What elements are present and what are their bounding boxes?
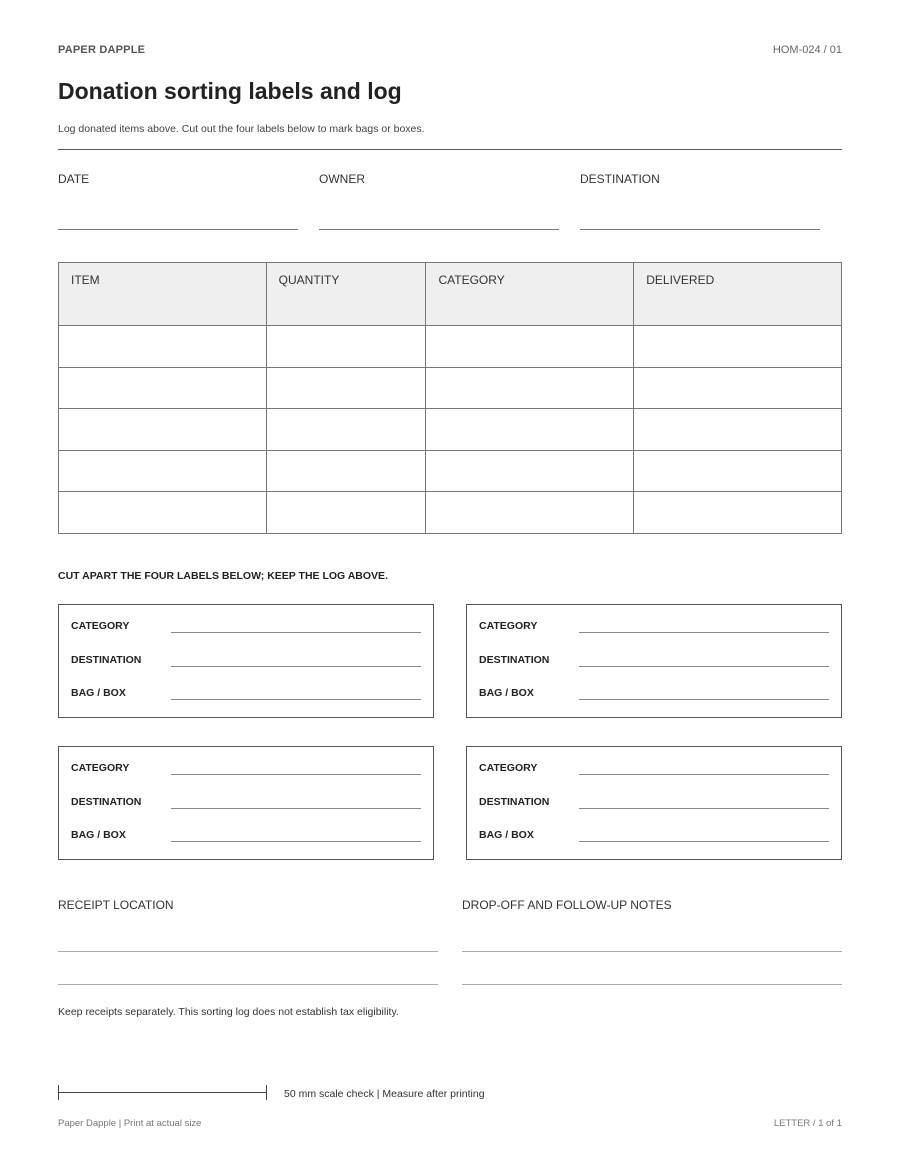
label-bag-box: BAG / BOX [479, 829, 534, 841]
table-row [59, 450, 842, 492]
label-bag-box-line[interactable] [579, 699, 829, 700]
form-code: HOM-024 / 01 [772, 44, 842, 56]
page-subtitle: Log donated items above. Cut out the four labels below to mark bags or boxes. [58, 123, 425, 135]
label-category-line[interactable] [579, 774, 829, 775]
owner-line[interactable] [319, 229, 559, 230]
label-category-row [479, 762, 829, 782]
tax-disclaimer: Keep receipts separately. This sorting log does not establish tax eligibility. [58, 1006, 399, 1018]
sorting-label-3 [58, 746, 434, 860]
label-bag-box-row [71, 687, 421, 707]
sorting-label-1 [58, 604, 434, 718]
label-destination-line[interactable] [171, 808, 421, 809]
page-title: Donation sorting labels and log [58, 78, 402, 104]
table-cell[interactable] [426, 326, 634, 368]
label-bag-box: BAG / BOX [479, 687, 534, 699]
cut-instruction: CUT APART THE FOUR LABELS BELOW; KEEP THE LOG ABOVE. [58, 570, 388, 582]
label-destination: DESTINATION [479, 654, 550, 666]
label-destination-row [71, 796, 421, 816]
table-row [59, 367, 842, 409]
dropoff-notes-line-1[interactable] [462, 951, 842, 952]
date-label: DATE [58, 172, 90, 186]
label-bag-box: BAG / BOX [71, 829, 126, 841]
owner-label: OWNER [319, 172, 365, 186]
table-cell[interactable] [426, 367, 634, 409]
brand-name: PAPER DAPPLE [58, 44, 146, 56]
receipt-location-line-2[interactable] [58, 984, 438, 985]
table-cell[interactable] [634, 450, 842, 492]
table-cell[interactable] [426, 450, 634, 492]
header-delivered: DELIVERED [634, 263, 842, 326]
label-bag-box-row [479, 687, 829, 707]
label-category: CATEGORY [479, 762, 538, 774]
table-cell[interactable] [59, 367, 267, 409]
label-category-line[interactable] [171, 774, 421, 775]
dropoff-notes-line-2[interactable] [462, 984, 842, 985]
scale-check-text: 50 mm scale check | Measure after printing [284, 1088, 485, 1100]
table-cell[interactable] [266, 492, 426, 534]
label-bag-box: BAG / BOX [71, 687, 126, 699]
label-bag-box-row [479, 829, 829, 849]
table-cell[interactable] [634, 492, 842, 534]
table-cell[interactable] [426, 492, 634, 534]
label-category-row [479, 620, 829, 640]
label-bag-box-row [71, 829, 421, 849]
label-bag-box-line[interactable] [171, 699, 421, 700]
label-bag-box-line[interactable] [579, 841, 829, 842]
table-cell[interactable] [426, 409, 634, 451]
label-destination-line[interactable] [171, 666, 421, 667]
donation-log-table [58, 262, 842, 534]
scale-bar [58, 1092, 267, 1093]
label-destination: DESTINATION [479, 796, 550, 808]
label-destination: DESTINATION [71, 654, 142, 666]
table-cell[interactable] [59, 492, 267, 534]
table-row [59, 409, 842, 451]
label-destination-line[interactable] [579, 808, 829, 809]
dropoff-notes-label: DROP-OFF AND FOLLOW-UP NOTES [462, 898, 672, 912]
label-category-row [71, 620, 421, 640]
table-cell[interactable] [266, 326, 426, 368]
header-quantity: QUANTITY [266, 263, 426, 326]
label-category-line[interactable] [579, 632, 829, 633]
table-cell[interactable] [266, 367, 426, 409]
footer-page-info: LETTER / 1 of 1 [773, 1118, 842, 1129]
header-category: CATEGORY [426, 263, 634, 326]
scale-tick-start [58, 1085, 59, 1100]
receipt-location-line-1[interactable] [58, 951, 438, 952]
header-item: ITEM [59, 263, 267, 326]
table-cell[interactable] [634, 326, 842, 368]
label-destination-line[interactable] [579, 666, 829, 667]
scale-tick-end [266, 1085, 267, 1100]
table-row [59, 492, 842, 534]
table-cell[interactable] [634, 367, 842, 409]
receipt-location-label: RECEIPT LOCATION [58, 898, 174, 912]
label-category: CATEGORY [71, 620, 130, 632]
label-destination-row [479, 796, 829, 816]
table-cell[interactable] [59, 409, 267, 451]
table-header-row [59, 263, 842, 326]
header-divider [58, 149, 842, 150]
label-category: CATEGORY [71, 762, 130, 774]
label-category-row [71, 762, 421, 782]
label-destination-row [479, 654, 829, 674]
label-category-line[interactable] [171, 632, 421, 633]
date-line[interactable] [58, 229, 298, 230]
table-cell[interactable] [266, 450, 426, 492]
label-destination-row [71, 654, 421, 674]
label-bag-box-line[interactable] [171, 841, 421, 842]
sorting-label-2 [466, 604, 842, 718]
table-cell[interactable] [59, 326, 267, 368]
destination-label: DESTINATION [580, 172, 660, 186]
sorting-label-4 [466, 746, 842, 860]
table-cell[interactable] [634, 409, 842, 451]
table-row [59, 326, 842, 368]
label-category: CATEGORY [479, 620, 538, 632]
table-cell[interactable] [266, 409, 426, 451]
destination-line[interactable] [580, 229, 820, 230]
label-destination: DESTINATION [71, 796, 142, 808]
footer-print-note: Paper Dapple | Print at actual size [58, 1118, 202, 1129]
table-cell[interactable] [59, 450, 267, 492]
